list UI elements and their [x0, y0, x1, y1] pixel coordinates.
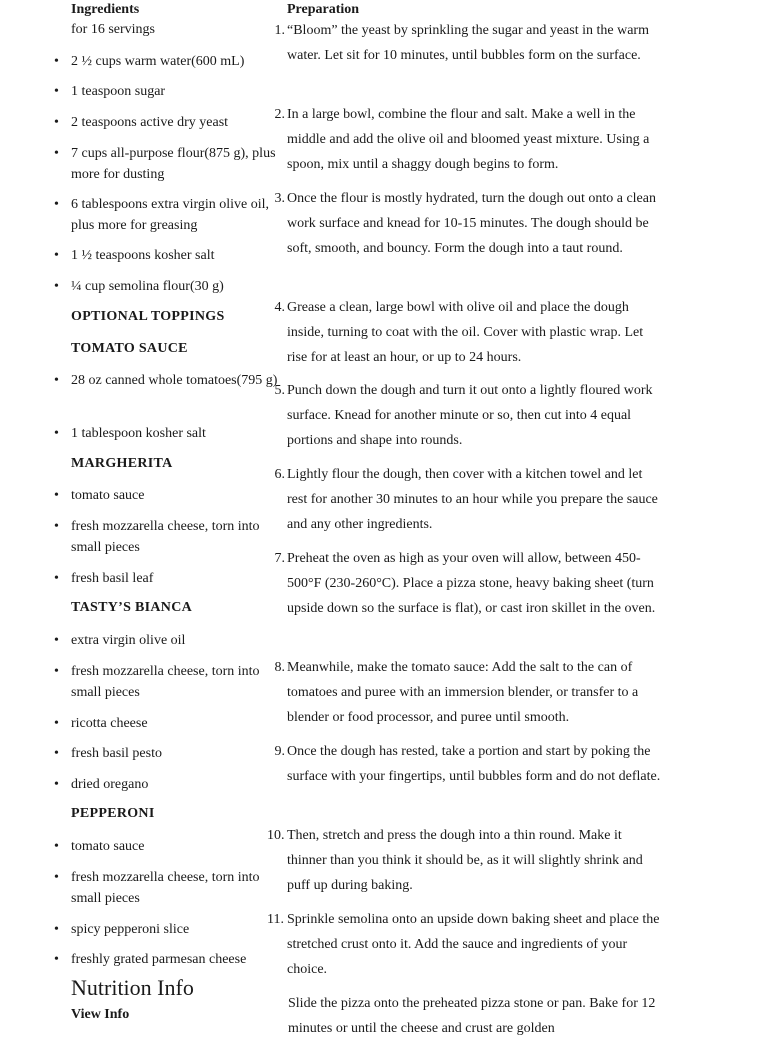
ingredient-item: • 1 ½ teaspoons kosher salt [71, 245, 286, 266]
preparation-step [274, 18, 662, 68]
preparation-step [274, 739, 662, 789]
preparation-step [274, 655, 662, 730]
ingredient-item: • fresh basil pesto [71, 743, 286, 764]
view-nutrition-link[interactable]: View Info [71, 1007, 130, 1022]
ingredient-item: • 7 cups all-purpose flour(875 g), plus more for dusting [71, 143, 286, 185]
preparation-step [274, 295, 662, 370]
step-number: 1. [274, 23, 285, 38]
ingredient-item: • spicy pepperoni slice [71, 919, 286, 940]
step-number: 5. [274, 383, 285, 398]
servings-text: for 16 servings [71, 22, 155, 37]
ingredient-item: • fresh mozzarella cheese, torn into small pieces [71, 661, 286, 703]
bianca-heading: TASTY’S BIANCA [71, 600, 193, 615]
step-number: 3. [274, 191, 285, 206]
ingredient-item: • tomato sauce [71, 836, 286, 857]
step-text: Once the dough has rested, take a portion and start by poking the surface with your fingertips, until bubbles form and do not deflate. [287, 744, 661, 784]
step-number: 10. [267, 828, 285, 843]
preparation-step [274, 378, 662, 453]
preparation-step [274, 102, 662, 177]
tomato-sauce-heading: TOMATO SAUCE [71, 341, 188, 356]
step-text: Meanwhile, make the tomato sauce: Add the salt to the can of tomatoes and puree with an immersion blender, or transfer to a blender or food processor, and puree until smooth. [287, 660, 639, 725]
ingredient-item: • ricotta cheese [71, 713, 286, 734]
step-number: 9. [274, 744, 285, 759]
ingredient-item: • 6 tablespoons extra virgin olive oil, plus more for greasing [71, 194, 286, 236]
ingredient-item: • 1 tablespoon kosher salt [71, 423, 286, 444]
preparation-step [274, 462, 662, 537]
ingredient-item: • tomato sauce [71, 485, 286, 506]
ingredient-item: • 1 teaspoon sugar [71, 81, 286, 102]
step-number: 11. [267, 912, 284, 927]
preparation-step [267, 907, 662, 982]
step-text: Preheat the oven as high as your oven will allow, between 450-500°F (230-260°C). Place a pizza stone, heavy baking sheet (turn upside down so the surface is flat), or cast iron skillet in the oven. [287, 551, 656, 616]
ingredient-item: • 2 ½ cups warm water(600 mL) [71, 51, 286, 72]
preparation-step [267, 823, 662, 898]
ingredient-item: • 28 oz canned whole tomatoes(795 g) [71, 370, 286, 391]
step-number: 7. [274, 551, 285, 566]
step-text: Sprinkle semolina onto an upside down baking sheet and place the stretched crust onto it. Add the sauce and ingredients of your choice. [287, 912, 660, 977]
ingredients-heading: Ingredients [71, 2, 140, 17]
preparation-step [274, 186, 662, 261]
ingredient-item: • fresh mozzarella cheese, torn into small pieces [71, 516, 286, 558]
step-text: Lightly flour the dough, then cover with a kitchen towel and let rest for another 30 minutes to an hour while you prepare the sauce and any other ingredients. [287, 467, 658, 532]
step-number: 6. [274, 467, 285, 482]
ingredient-item: • extra virgin olive oil [71, 630, 286, 651]
pepperoni-heading: PEPPERONI [71, 806, 155, 821]
final-step-text: Slide the pizza onto the preheated pizza stone or pan. Bake for 12 minutes or until the cheese and crust are golden [288, 996, 656, 1036]
nutrition-title: Nutrition Info [71, 975, 194, 1000]
step-text: In a large bowl, combine the flour and salt. Make a well in the middle and add the olive oil and bloomed yeast mixture. Using a spoon, mix until a shaggy dough begins to form. [287, 107, 650, 172]
step-number: 4. [274, 300, 285, 315]
margherita-heading: MARGHERITA [71, 456, 173, 471]
step-text: “Bloom” the yeast by sprinkling the sugar and yeast in the warm water. Let sit for 10 minutes, until bubbles form on the surface. [287, 23, 649, 63]
ingredient-item: • dried oregano [71, 774, 286, 795]
step-number: 2. [274, 107, 285, 122]
step-text: Grease a clean, large bowl with olive oil and place the dough inside, turning to coat with the oil. Cover with plastic wrap. Let rise for at least an hour, or up to 24 hours. [287, 300, 644, 365]
ingredient-item: • freshly grated parmesan cheese [71, 949, 286, 970]
ingredient-item: • fresh basil leaf [71, 568, 286, 589]
preparation-heading: Preparation [287, 2, 360, 17]
step-number: 8. [274, 660, 285, 675]
step-text: Punch down the dough and turn it out onto a lightly floured work surface. Knead for another minute or so, then cut into 4 equal portions and shape into rounds. [287, 383, 653, 448]
ingredient-item: • fresh mozzarella cheese, torn into small pieces [71, 867, 286, 909]
step-text: Then, stretch and press the dough into a thin round. Make it thinner than you think it should be, as it will slightly shrink and puff up during baking. [287, 828, 643, 893]
ingredient-item: • ¼ cup semolina flour(30 g) [71, 276, 286, 297]
preparation-step [274, 546, 662, 621]
optional-toppings-heading: OPTIONAL TOPPINGS [71, 309, 225, 324]
step-text: Once the flour is mostly hydrated, turn the dough out onto a clean work surface and knead for 10-15 minutes. The dough should be soft, smooth, and bouncy. Form the dough into a taut round. [287, 191, 656, 256]
ingredient-item: • 2 teaspoons active dry yeast [71, 112, 286, 133]
